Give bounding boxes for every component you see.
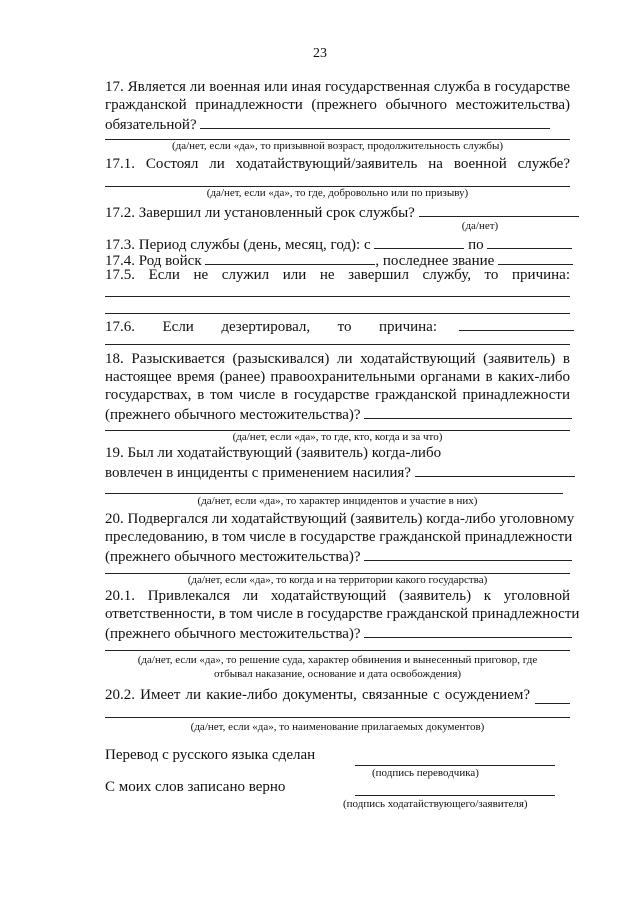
q18-caption: (да/нет, если «да», то где, кто, когда и за что): [232, 431, 443, 443]
q20-1-caption2: отбывал наказание, основание и дата освобождения): [213, 668, 462, 680]
q20-2-line1: 20.2. Имеет ли какие-либо документы, связанные с осуждением?: [105, 687, 530, 703]
q20-1-answer-line2[interactable]: [105, 650, 570, 651]
q20-1-caption1: (да/нет, если «да», то решение суда, характер обвинения и вынесенный приговор, где: [137, 654, 538, 666]
q18-line1: 18. Разыскивается (разыскивался) ли ходатайствующий (заявитель) в: [105, 351, 570, 367]
q17-3-text: 17.3. Период службы (день, месяц, год): с: [105, 237, 371, 253]
q18-line2: настоящее время (ранее) правоохранительными органами в каких-либо: [105, 369, 570, 385]
q20-caption: (да/нет, если «да», то когда и на территории какого государства): [187, 574, 488, 586]
q18-line4-text: (прежнего обычного местожительства)?: [105, 407, 361, 423]
q17-6-answer-line2[interactable]: [105, 344, 570, 345]
translation-label: Перевод с русского языка сделан: [105, 747, 316, 763]
q19-line2-text: вовлечен в инциденты с применением насилия?: [105, 465, 411, 481]
q20-1-line2: ответственности, в том числе в государстве гражданской принадлежности: [105, 606, 580, 622]
q18-line4: [105, 404, 570, 424]
q20-2-caption: (да/нет, если «да», то наименование прилагаемых документов): [190, 721, 485, 733]
q20-line3: [105, 546, 570, 566]
q20-1-answer-field[interactable]: [364, 623, 572, 638]
q17-line1: 17. Является ли военная или иная государственная служба в государстве: [105, 79, 570, 95]
q17-line3-text: обязательной?: [105, 117, 197, 133]
q20-1-line1: 20.1. Привлекался ли ходатайствующий (заявитель) к уголовной: [105, 588, 570, 604]
q18-line3: государствах, в том числе в государстве гражданской принадлежности: [105, 387, 570, 403]
q20-answer-field[interactable]: [364, 546, 572, 561]
q17-5-answer-line1[interactable]: [105, 296, 570, 297]
q18-answer-field[interactable]: [364, 404, 572, 419]
q17-5-answer-line2[interactable]: [105, 313, 570, 314]
q17-3-from-field[interactable]: [374, 234, 464, 249]
q20-1-line3-text: (прежнего обычного местожительства)?: [105, 626, 361, 642]
q17-4-rank-field[interactable]: [498, 250, 573, 265]
q19-line1: 19. Был ли ходатайствующий (заявитель) когда-либо: [105, 445, 442, 461]
q17-2-line1: [105, 202, 570, 222]
q19-answer-line2[interactable]: [105, 493, 563, 494]
q17-caption: (да/нет, если «да», то призывной возраст, продолжительность службы): [171, 140, 504, 152]
applicant-caption: (подпись ходатайствующего/заявителя): [343, 798, 528, 810]
q17-2-caption: (да/нет): [461, 220, 499, 232]
q17-2-answer-field[interactable]: [419, 202, 579, 217]
translator-caption: (подпись переводчика): [372, 767, 479, 779]
q17-6-answer-field[interactable]: [459, 316, 574, 331]
q20-2-answer-field[interactable]: [535, 703, 570, 704]
page-number: 23: [313, 46, 327, 61]
q17-3-to-field[interactable]: [487, 234, 572, 249]
q17-6-text: 17.6. Если дезертировал, то причина:: [105, 319, 437, 335]
q17-line3: [105, 114, 570, 134]
q17-2-text: 17.2. Завершил ли установленный срок службы?: [105, 205, 415, 221]
translator-signature-line[interactable]: [355, 765, 555, 766]
q19-caption: (да/нет, если «да», то характер инцидентов и участие в них): [197, 495, 478, 507]
q20-2-answer-line2[interactable]: [105, 717, 570, 718]
q19-line2: [105, 462, 570, 482]
q20-line1: 20. Подвергался ли ходатайствующий (заявитель) когда-либо уголовному: [105, 511, 575, 527]
q17-4-text: 17.4. Род войск: [105, 253, 202, 269]
q20-line2: преследованию, в том числе в государстве гражданской принадлежности: [105, 529, 573, 545]
q17-line2: гражданской принадлежности (прежнего обычного местожительства): [105, 97, 570, 113]
q17-5-line1: 17.5. Если не служил или не завершил службу, то причина:: [105, 267, 570, 283]
verified-label: С моих слов записано верно: [105, 779, 286, 795]
q17-3-to-text: по: [468, 237, 484, 253]
q20-line3-text: (прежнего обычного местожительства)?: [105, 549, 361, 565]
q17-1-caption: (да/нет, если «да», то где, добровольно или по призыву): [206, 187, 469, 199]
applicant-signature-line[interactable]: [355, 795, 555, 796]
q19-answer-field[interactable]: [415, 462, 575, 477]
q17-1-line1: 17.1. Состоял ли ходатайствующий/заявитель на военной службе?: [105, 156, 570, 172]
q17-answer-field[interactable]: [200, 114, 550, 129]
q20-1-line3: [105, 623, 570, 643]
q17-4-rank-text: , последнее звание: [375, 253, 495, 269]
q17-4-branch-field[interactable]: [205, 250, 375, 265]
q17-6-line: [105, 316, 570, 336]
